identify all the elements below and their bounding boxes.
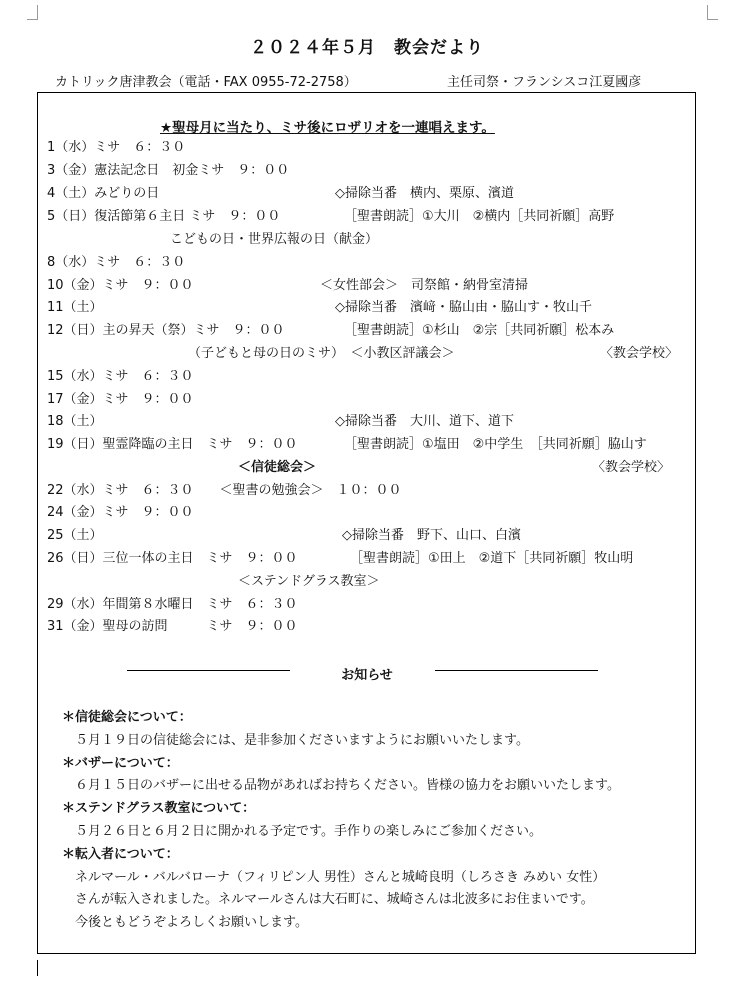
schedule-row: 18（土） (47, 414, 103, 429)
schedule-row: 22（水）ミサ ６：３０ ＜聖書の勉強会＞ １０：００ (47, 483, 402, 498)
church-school-note: 〈教会学校〉 (600, 346, 679, 361)
divider-line (435, 670, 598, 671)
rosary-announcement: ★聖母月に当たり、ミサ後にロザリオを一連唱えます。 (160, 120, 495, 136)
schedule-row: 5（日）復活節第６主日 ミサ ９：００ (47, 209, 281, 224)
notice-heading: ＊ステンドグラス教室について： (62, 801, 256, 816)
notice-heading: ＊信徒総会について： (62, 710, 192, 725)
page-corner-mark (707, 5, 718, 20)
schedule-row: 29（水）年間第８水曜日 ミサ ６：３０ (47, 597, 298, 612)
reading-assignment: ［聖書朗読］①杉山 ②宗［共同祈願］松本み (344, 323, 615, 338)
schedule-row: 15（水）ミサ ６：３０ (47, 369, 194, 384)
cleaning-duty: ◇掃除当番 横内、栗原、濱道 (335, 186, 514, 201)
womens-group-note: ＜女性部会＞ 司祭館・納骨室清掃 (320, 278, 529, 293)
general-assembly-note: ＜信徒総会＞ (238, 460, 317, 475)
church-contact: カトリック唐津教会（電話・FAX 0955-72-2758） (55, 75, 357, 90)
schedule-row: 31（金）聖母の訪問 ミサ ９：００ (47, 619, 298, 634)
notice-text: さんが転入されました。ネルマールさんは大石町に、城崎さんは北波多にお住まいです。 (75, 892, 594, 907)
cleaning-duty: ◇掃除当番 野下、山口、白濱 (342, 528, 521, 543)
schedule-row: 3（金）憲法記念日 初金ミサ ９：００ (47, 163, 290, 178)
page-corner-mark (27, 5, 38, 20)
schedule-row: 10（金）ミサ ９：００ (47, 278, 194, 293)
schedule-row: 11（土） (47, 300, 103, 315)
notices-heading: お知らせ (341, 668, 393, 683)
schedule-row: 25（土） (47, 528, 103, 543)
page-title: ２０２４年５月 教会だより (250, 38, 484, 58)
stained-glass-note: ＜ステンドグラス教室＞ (238, 574, 380, 589)
cleaning-duty: ◇掃除当番 大川、道下、道下 (335, 414, 514, 429)
church-school-note: 〈教会学校〉 (592, 460, 671, 475)
notice-text: ５月１９日の信徒総会には、是非参加くださいますようにお願いいたします。 (75, 733, 529, 748)
notice-text: ６月１５日のバザーに出せる品物があればお持ちください。皆様の協力をお願いいたします。 (75, 778, 620, 793)
schedule-row: 1（水）ミサ ６：３０ (47, 140, 186, 155)
schedule-note: こどもの日・世界広報の日（献金） (170, 232, 379, 247)
schedule-row: 24（金）ミサ ９：００ (47, 505, 194, 520)
reading-assignment: ［聖書朗読］①大川 ②横内［共同祈願］高野 (344, 209, 615, 224)
notice-text: ネルマール・バルバローナ（フィリピン人 男性）さんと城崎良明（しろさき みめい 女性） (75, 870, 606, 885)
schedule-row: 4（土）みどりの日 (47, 186, 160, 201)
notice-heading: ＊転入者について： (62, 847, 179, 862)
reading-assignment: ［聖書朗読］①田上 ②道下［共同祈願］牧山明 (350, 551, 634, 566)
schedule-row: 26（日）三位一体の主日 ミサ ９：００ (47, 551, 298, 566)
schedule-note: （子どもと母の日のミサ） ＜小教区評議会＞ (188, 346, 455, 361)
schedule-row: 17（金）ミサ ９：００ (47, 392, 194, 407)
schedule-row: 12（日）主の昇天（祭）ミサ ９：００ (47, 323, 285, 338)
notice-text: ５月２６日と６月２日に開かれる予定です。手作りの楽しみにご参加ください。 (75, 824, 542, 839)
notice-heading: ＊バザーについて： (62, 756, 179, 771)
cleaning-duty: ◇掃除当番 濱﨑・脇山由・脇山す・牧山千 (335, 300, 592, 315)
schedule-row: 19（日）聖霊降臨の主日 ミサ ９：００ (47, 437, 298, 452)
schedule-row: 8（水）ミサ ６：３０ (47, 255, 186, 270)
pastor-name: 主任司祭・フランシスコ江夏國彦 (447, 75, 642, 90)
reading-assignment: ［聖書朗読］①塩田 ②中学生 ［共同祈願］脇山す (344, 437, 647, 452)
text-cursor (37, 960, 38, 976)
notice-text: 今後ともどうぞよろしくお願いします。 (75, 915, 308, 930)
